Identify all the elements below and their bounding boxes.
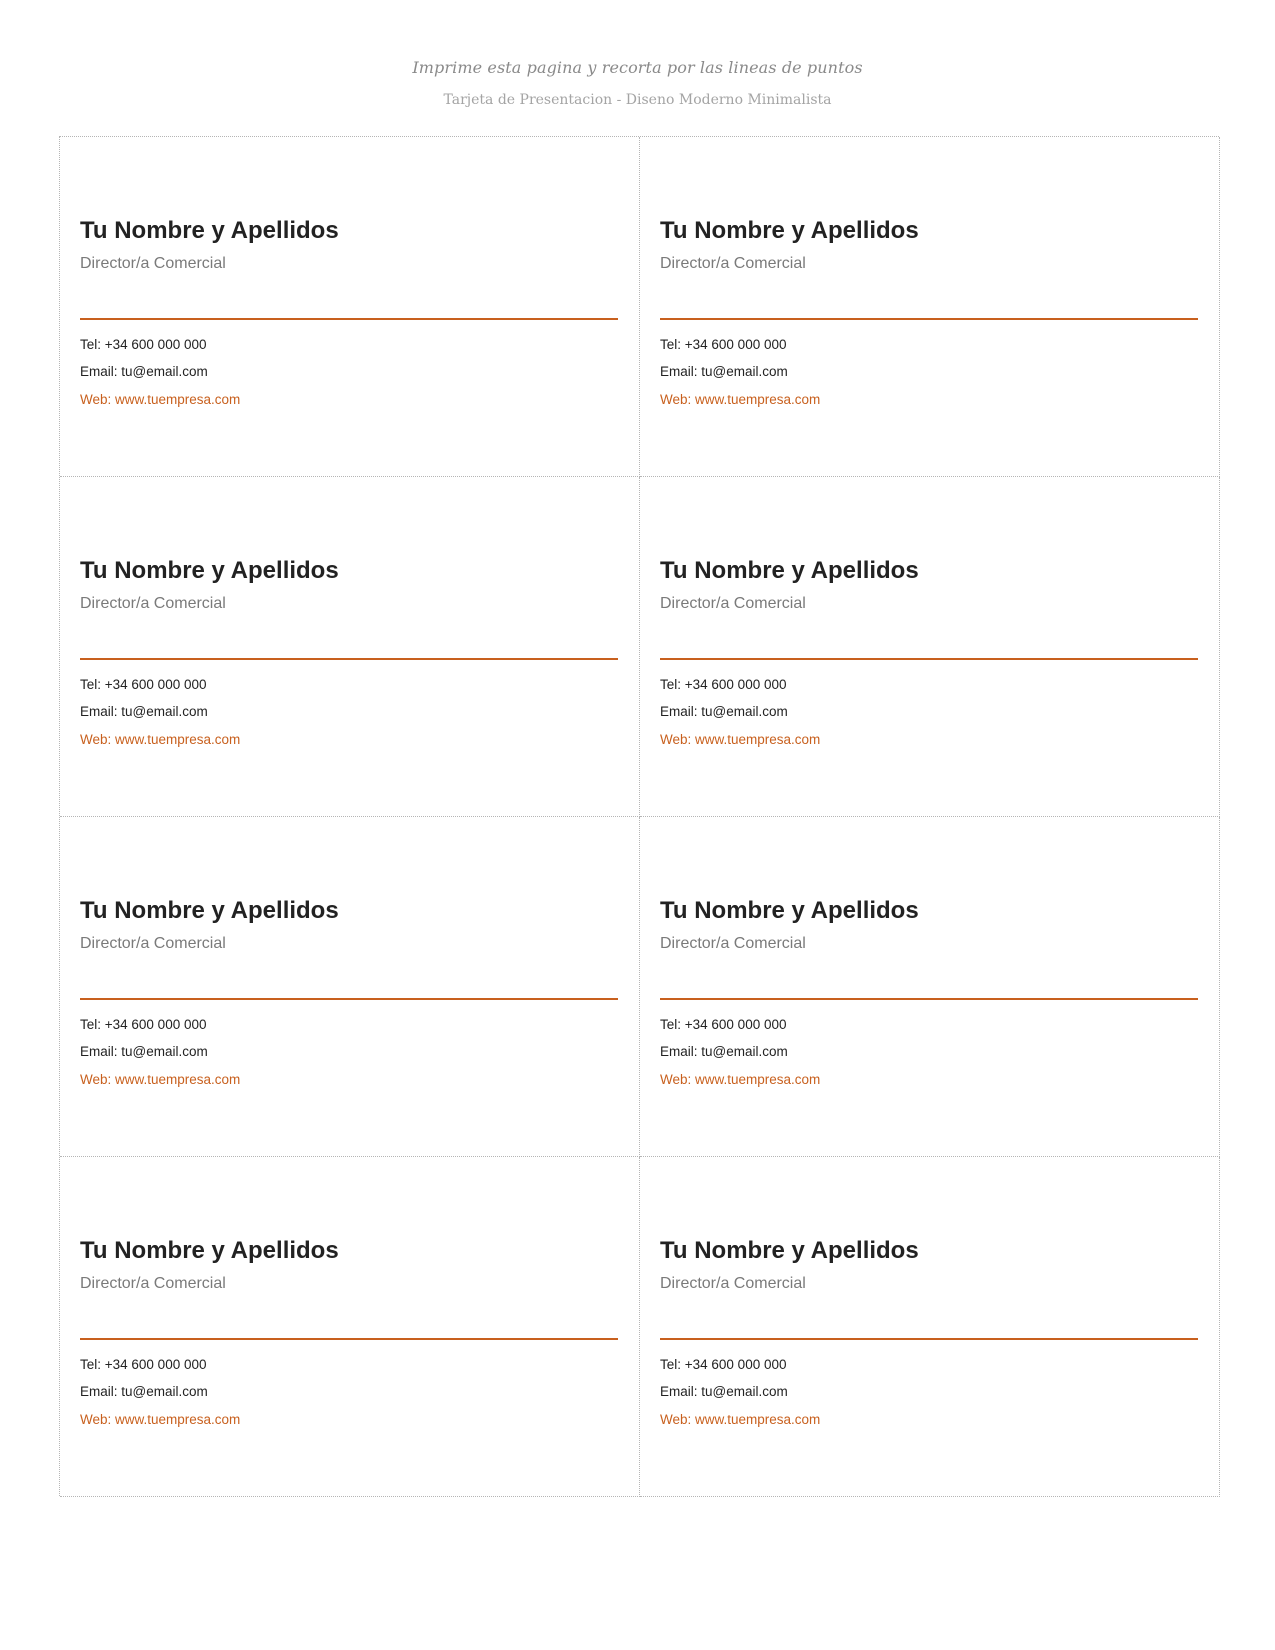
card-name: Tu Nombre y Apellidos — [660, 557, 919, 584]
card-role: Director/a Comercial — [660, 1275, 806, 1292]
card-name: Tu Nombre y Apellidos — [660, 897, 919, 924]
accent-divider — [80, 998, 618, 1000]
card-phone: Tel: +34 600 000 000 — [660, 1017, 787, 1032]
card-phone: Tel: +34 600 000 000 — [80, 1017, 207, 1032]
card-email: Email: tu@email.com — [660, 364, 788, 379]
card-role: Director/a Comercial — [660, 595, 806, 612]
card-role: Director/a Comercial — [80, 935, 226, 952]
accent-divider — [80, 658, 618, 660]
card-website: Web: www.tuempresa.com — [660, 1412, 821, 1427]
business-card — [640, 1157, 1220, 1497]
card-role: Director/a Comercial — [80, 595, 226, 612]
card-phone: Tel: +34 600 000 000 — [660, 337, 787, 352]
card-website: Web: www.tuempresa.com — [80, 1412, 241, 1427]
card-phone: Tel: +34 600 000 000 — [660, 1357, 787, 1372]
accent-divider — [80, 318, 618, 320]
accent-divider — [80, 1338, 618, 1340]
accent-divider — [660, 998, 1198, 1000]
business-card — [60, 137, 640, 477]
card-email: Email: tu@email.com — [80, 364, 208, 379]
accent-divider — [660, 658, 1198, 660]
business-card — [60, 1157, 640, 1497]
business-card-sheet — [59, 136, 1219, 1496]
card-phone: Tel: +34 600 000 000 — [80, 677, 207, 692]
card-email: Email: tu@email.com — [660, 1384, 788, 1399]
card-name: Tu Nombre y Apellidos — [80, 897, 339, 924]
card-website: Web: www.tuempresa.com — [80, 392, 241, 407]
card-role: Director/a Comercial — [660, 935, 806, 952]
card-name: Tu Nombre y Apellidos — [80, 217, 339, 244]
card-email: Email: tu@email.com — [80, 1384, 208, 1399]
page-subtitle: Tarjeta de Presentacion - Diseno Moderno Minimalista — [443, 92, 832, 108]
card-website: Web: www.tuempresa.com — [80, 1072, 241, 1087]
card-email: Email: tu@email.com — [80, 1044, 208, 1059]
card-name: Tu Nombre y Apellidos — [660, 217, 919, 244]
card-website: Web: www.tuempresa.com — [660, 392, 821, 407]
card-role: Director/a Comercial — [660, 255, 806, 272]
card-role: Director/a Comercial — [80, 1275, 226, 1292]
card-email: Email: tu@email.com — [80, 704, 208, 719]
card-name: Tu Nombre y Apellidos — [80, 557, 339, 584]
card-website: Web: www.tuempresa.com — [660, 732, 821, 747]
business-card — [640, 477, 1220, 817]
business-card — [60, 477, 640, 817]
accent-divider — [660, 318, 1198, 320]
card-email: Email: tu@email.com — [660, 704, 788, 719]
business-card — [640, 817, 1220, 1157]
card-name: Tu Nombre y Apellidos — [660, 1237, 919, 1264]
card-phone: Tel: +34 600 000 000 — [660, 677, 787, 692]
card-email: Email: tu@email.com — [660, 1044, 788, 1059]
card-website: Web: www.tuempresa.com — [80, 732, 241, 747]
business-card — [640, 137, 1220, 477]
card-name: Tu Nombre y Apellidos — [80, 1237, 339, 1264]
print-instruction: Imprime esta pagina y recorta por las lineas de puntos — [412, 58, 863, 77]
card-website: Web: www.tuempresa.com — [660, 1072, 821, 1087]
card-phone: Tel: +34 600 000 000 — [80, 337, 207, 352]
card-role: Director/a Comercial — [80, 255, 226, 272]
card-phone: Tel: +34 600 000 000 — [80, 1357, 207, 1372]
business-card — [60, 817, 640, 1157]
accent-divider — [660, 1338, 1198, 1340]
